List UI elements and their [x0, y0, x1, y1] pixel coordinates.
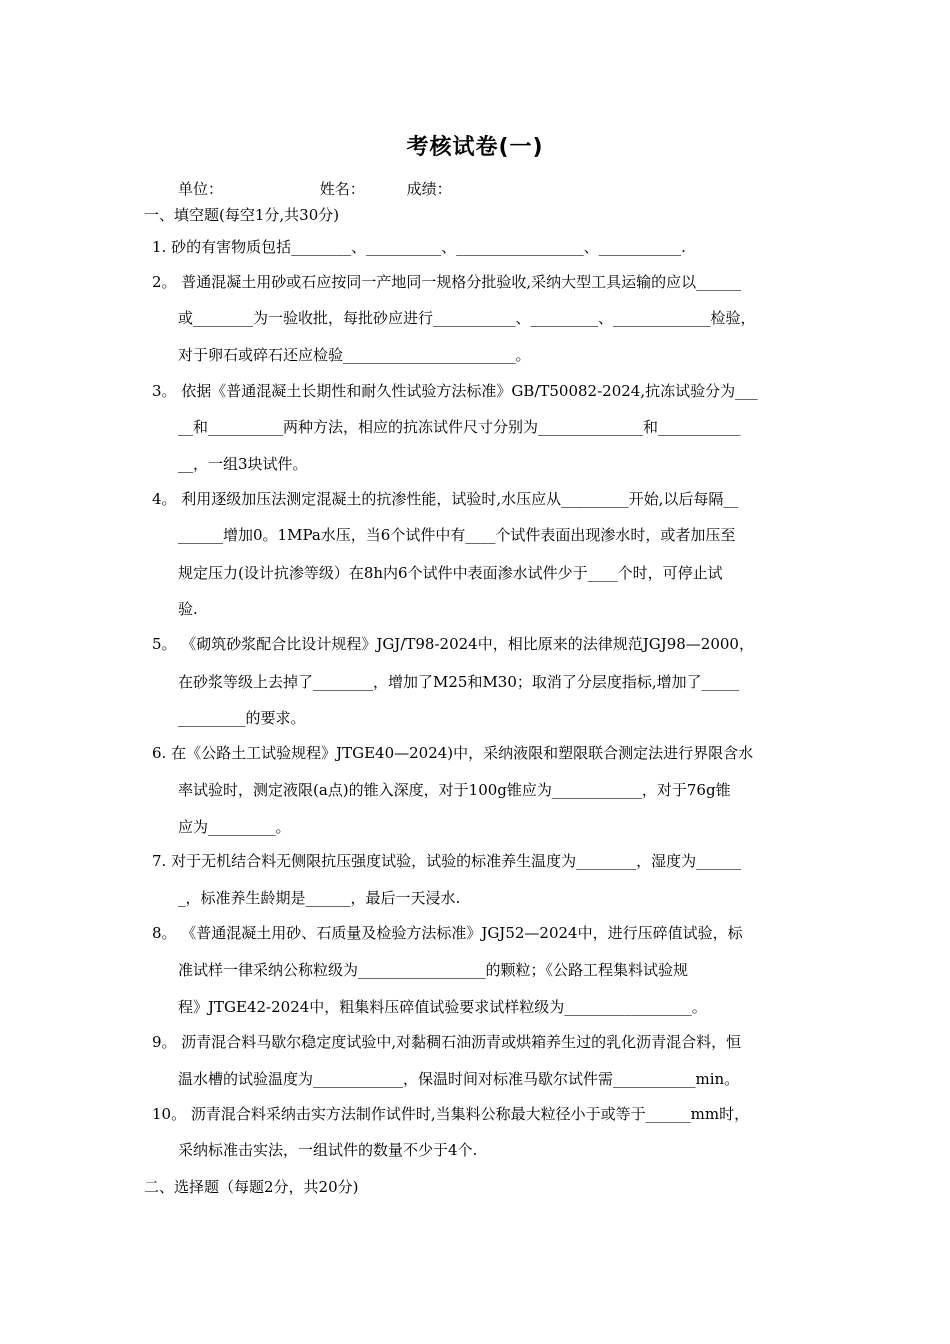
question-5-line-2: 在砂浆等级上去掉了________，增加了M25和M30；取消了分层度指标,增加了_____: [178, 673, 740, 691]
question-9-line-1: 9。 沥青混合料马歇尔稳定度试验中,对黏稠石油沥青或烘箱养生过的乳化沥青混合料，恒: [152, 1033, 742, 1051]
question-3-line-3: __，一组3块试件。: [178, 455, 308, 473]
name-label: 姓名：: [319, 180, 365, 198]
question-6-line-3: 应为_________。: [178, 818, 291, 836]
question-3-line-1: 3。 依据《普通混凝土长期性和耐久性试验方法标准》GB/T50082-2024,抗冻试验分为___: [152, 382, 758, 400]
question-2-line-3: 对于卵石或碎石还应检验_______________________。: [178, 346, 531, 364]
question-2-line-1: 2。 普通混凝土用砂或石应按同一产地同一规格分批验收,采纳大型工具运输的应以______: [152, 273, 742, 291]
question-4-line-1: 4。 利用逐级加压法测定混凝土的抗渗性能，试验时,水压应从_________开始,以后每隔__: [152, 490, 739, 508]
question-8-line-1: 8。 《普通混凝土用砂、石质量及检验方法标准》JGJ52—2024中，进行压碎值试验，标: [152, 924, 743, 942]
question-4-line-3: 规定压力(设计抗渗等级）在8h内6个试件中表面渗水试件少于____个时，可停止试: [178, 564, 723, 582]
question-5-line-3: _________的要求。: [178, 709, 306, 727]
question-10-line-1: 10。 沥青混合料采纳击实方法制作试件时,当集料公称最大粒径小于或等于______mm时，: [152, 1105, 750, 1123]
score-label: 成绩：: [406, 180, 452, 198]
unit-label: 单位：: [178, 180, 224, 198]
question-10-line-2: 采纳标准击实法，一组试件的数量不少于4个.: [178, 1141, 478, 1159]
question-7-line-2: _，标准养生龄期是______，最后一天浸水.: [178, 889, 461, 907]
section-fill-in-heading: 一、填空题(每空1分,共30分): [144, 206, 340, 224]
section-choice-heading: 二、选择题（每题2分，共20分): [144, 1178, 359, 1196]
page-title: 考核试卷(一): [406, 135, 544, 160]
question-1-line-1: 1. 砂的有害物质包括________、__________、_________________、___________.: [152, 238, 686, 256]
question-4-line-4: 验.: [178, 600, 198, 618]
question-7-line-1: 7. 对于无机结合料无侧限抗压强度试验，试验的标准养生温度为________，湿度为______: [152, 852, 742, 870]
question-5-line-1: 5。 《砌筑砂浆配合比设计规程》JGJ/T98-2024中，相比原来的法律规范JGJ98—2000，: [152, 635, 754, 653]
question-3-line-2: __和__________两种方法，相应的抗冻试件尺寸分别为______________和___________: [178, 418, 741, 436]
question-9-line-2: 温水槽的试验温度为____________，保温时间对标准马歇尔试件需___________min。: [178, 1070, 740, 1088]
question-6-line-2: 率试验时，测定液限(a点)的锥入深度，对于100g锥应为____________，对于76g锥: [178, 781, 731, 799]
question-8-line-2: 准试样一律采纳公称粒级为_________________的颗粒；《公路工程集料试验规: [178, 961, 689, 979]
question-6-line-1: 6. 在《公路土工试验规程》JTGE40—2024)中，采纳液限和塑限联合测定法进行界限含水: [152, 744, 754, 762]
header-info: [178, 178, 452, 199]
question-8-line-3: 程》JTGE42-2024中，粗集料压碎值试验要求试样粒级为_________________。: [178, 998, 707, 1016]
question-4-line-2: ______增加0。1MPa水压，当6个试件中有____个试件表面出现渗水时，或者加压至: [178, 526, 736, 544]
question-2-line-2: 或________为一验收批，每批砂应进行___________、_________、_____________检验，: [178, 309, 756, 327]
